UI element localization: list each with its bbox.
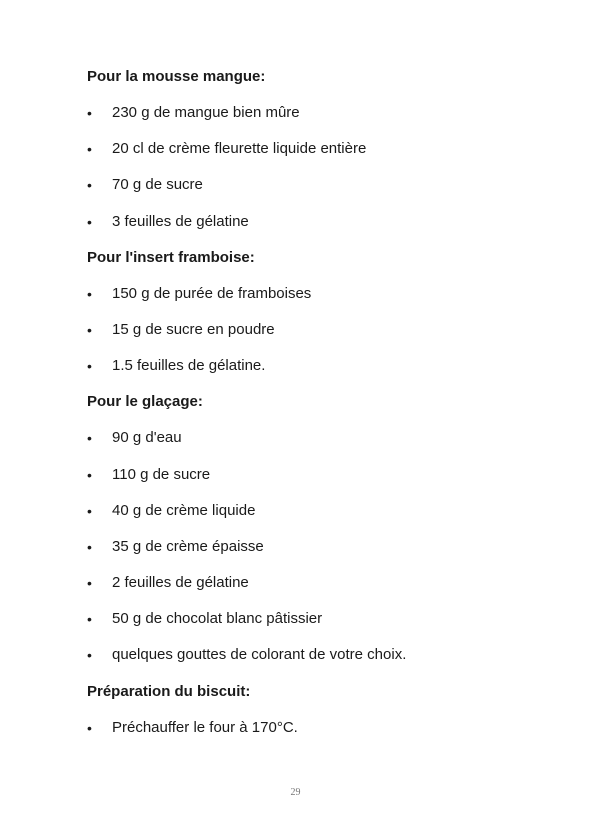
bullet-icon: • bbox=[87, 719, 92, 736]
list-item-text: 40 g de crème liquide bbox=[112, 501, 256, 519]
page-number: 29 bbox=[290, 787, 301, 798]
section-heading: Pour l'insert framboise: bbox=[87, 248, 255, 266]
bullet-icon: • bbox=[87, 466, 92, 483]
list-item-text: 35 g de crème épaisse bbox=[112, 537, 264, 555]
section-heading: Pour la mousse mangue: bbox=[87, 68, 266, 85]
list-item bbox=[87, 465, 547, 501]
bullet-icon: • bbox=[87, 575, 92, 592]
ingredient-list bbox=[87, 284, 547, 393]
bullet-icon: • bbox=[87, 358, 92, 375]
list-item-text: quelques gouttes de colorant de votre choix. bbox=[112, 646, 407, 664]
list-item bbox=[87, 320, 547, 356]
bullet-icon: • bbox=[87, 538, 92, 555]
list-item-text: 3 feuilles de gélatine bbox=[112, 212, 249, 230]
list-item bbox=[87, 284, 547, 320]
list-item-text: 150 g de purée de framboises bbox=[112, 284, 312, 302]
list-item bbox=[87, 609, 547, 645]
list-item bbox=[87, 175, 547, 211]
list-item bbox=[87, 501, 547, 537]
ingredient-list bbox=[87, 103, 547, 248]
list-item bbox=[87, 139, 547, 175]
bullet-icon: • bbox=[87, 502, 92, 519]
list-item bbox=[87, 537, 547, 573]
list-item bbox=[87, 212, 547, 248]
list-item bbox=[87, 645, 547, 681]
section-preparation-biscuit bbox=[87, 682, 547, 754]
bullet-icon: • bbox=[87, 105, 92, 121]
list-item-text: 1.5 feuilles de gélatine. bbox=[112, 357, 266, 375]
list-item-text: Préchauffer le four à 170°C. bbox=[112, 718, 298, 736]
list-item-text: 2 feuilles de gélatine bbox=[112, 574, 249, 592]
list-item-text: 70 g de sucre bbox=[112, 176, 203, 194]
bullet-icon: • bbox=[87, 213, 92, 230]
list-item-text: 50 g de chocolat blanc pâtissier bbox=[112, 610, 323, 628]
ingredient-list bbox=[87, 428, 547, 681]
recipe-content bbox=[87, 67, 547, 754]
bullet-icon: • bbox=[87, 177, 92, 194]
list-item-text: 110 g de sucre bbox=[112, 465, 211, 483]
list-item bbox=[87, 718, 547, 754]
list-item-text: 20 cl de crème fleurette liquide entière bbox=[112, 140, 367, 158]
list-item bbox=[87, 103, 547, 139]
section-insert-framboise bbox=[87, 248, 547, 393]
bullet-icon: • bbox=[87, 647, 92, 664]
bullet-icon: • bbox=[87, 285, 92, 302]
section-glacage bbox=[87, 392, 547, 681]
list-item bbox=[87, 573, 547, 609]
section-heading: Préparation du biscuit: bbox=[87, 682, 251, 700]
list-item bbox=[87, 428, 547, 464]
bullet-icon: • bbox=[87, 141, 92, 158]
section-heading: Pour le glaçage: bbox=[87, 393, 203, 411]
step-list bbox=[87, 718, 547, 754]
list-item-text: 90 g d'eau bbox=[112, 429, 182, 447]
bullet-icon: • bbox=[87, 611, 92, 628]
list-item bbox=[87, 356, 547, 392]
list-item-text: 230 g de mangue bien mûre bbox=[112, 104, 300, 121]
section-mousse-mangue bbox=[87, 67, 547, 248]
bullet-icon: • bbox=[87, 430, 92, 447]
bullet-icon: • bbox=[87, 321, 92, 338]
list-item-text: 15 g de sucre en poudre bbox=[112, 320, 275, 338]
